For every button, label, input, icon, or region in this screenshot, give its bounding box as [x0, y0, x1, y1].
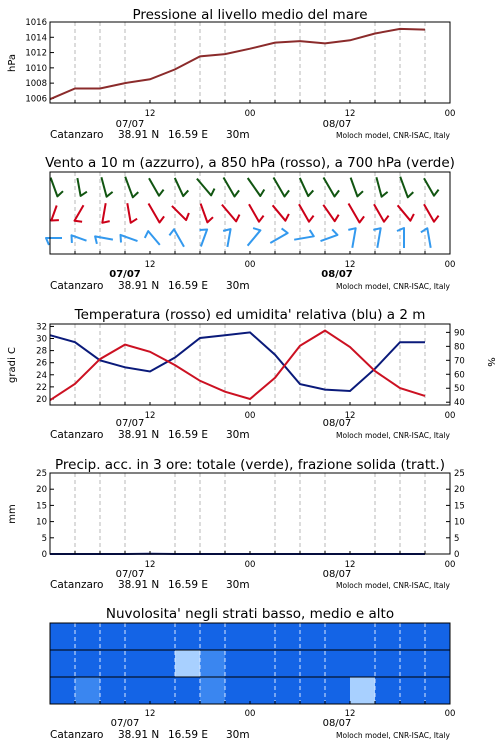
location-alt: 30m	[226, 729, 250, 741]
temperature-ytick-label: 32	[36, 322, 47, 333]
precipitation-ytick-label: 0	[41, 550, 47, 560]
wind-date-2: 08/07	[321, 269, 353, 280]
cloud-cell	[100, 650, 126, 677]
wind-barb	[349, 204, 365, 223]
cloud-cell	[400, 650, 426, 677]
wind-barbs	[46, 177, 439, 248]
location-lon: 16.59 E	[168, 280, 209, 292]
temperature-xtick-label: 12	[144, 411, 156, 421]
precipitation-grid	[75, 473, 425, 554]
temperature-xtick-label: 00	[444, 411, 456, 421]
cloud-cell	[200, 623, 226, 650]
humidity-ytick-label: 70	[454, 356, 465, 367]
cloud-cell	[275, 677, 301, 704]
pressure-ytick-label: 1006	[25, 94, 47, 105]
precipitation-date-1: 07/07	[115, 569, 145, 580]
wind-barb	[249, 204, 264, 221]
wind-barb	[374, 204, 389, 221]
pressure-xtick-label: 00	[444, 109, 456, 119]
temperature-ytick-label: 20	[36, 394, 47, 405]
temperature-footer	[50, 429, 451, 441]
cloud-xtick-label: 00	[244, 709, 256, 719]
location-name: Catanzaro	[50, 429, 104, 441]
cloud-cell	[50, 650, 76, 677]
cloud-cell	[400, 677, 426, 704]
cloud-xtick-label: 12	[144, 709, 156, 719]
location-lon: 16.59 E	[168, 129, 209, 141]
precipitation-xtick-label: 12	[144, 560, 156, 570]
wind-barb	[294, 230, 314, 240]
location-name: Catanzaro	[50, 579, 104, 591]
location-lat: 38.91 N	[118, 729, 160, 741]
precipitation-yticks	[36, 469, 54, 560]
model-credit: Moloch model, CNR-ISAC, Italy	[336, 431, 450, 440]
pressure-title: Pressione al livello medio del mare	[132, 7, 368, 23]
cloud-cell	[225, 650, 251, 677]
wind-barb	[223, 229, 231, 247]
location-name: Catanzaro	[50, 129, 104, 141]
wind-barb	[274, 178, 290, 197]
cloud-cell	[300, 650, 326, 677]
cloud-cell	[350, 650, 376, 677]
precipitation-ytick-right-label: 0	[454, 550, 460, 560]
cloud-panel	[50, 606, 455, 741]
wind-barb	[323, 205, 338, 221]
pressure-xtick-label: 00	[244, 109, 256, 119]
location-name: Catanzaro	[50, 729, 104, 741]
wind-barb	[121, 235, 138, 243]
wind-barb	[127, 203, 137, 223]
cloud-xtick-label: 00	[444, 709, 456, 719]
temperature-ylabel: gradi C	[7, 347, 18, 383]
humidity-ytick-label: 50	[454, 384, 465, 395]
wind-barb	[400, 177, 413, 198]
temperature-line	[50, 331, 425, 401]
wind-barb	[201, 204, 213, 223]
location-alt: 30m	[226, 429, 250, 441]
temperature-ytick-label: 26	[36, 358, 47, 369]
temperature-grid	[75, 324, 425, 405]
precipitation-ytick-label: 20	[36, 485, 47, 496]
pressure-frame	[50, 22, 450, 103]
cloud-cell	[225, 677, 251, 704]
precipitation-ytick-right-label: 20	[454, 485, 465, 496]
precipitation-ylabel: mm	[7, 504, 18, 524]
humidity-ytick-label: 40	[454, 398, 465, 409]
wind-barb	[51, 178, 63, 197]
wind-xtick-label: 00	[444, 260, 456, 270]
temperature-ytick-label: 28	[36, 346, 47, 357]
humidity-ytick-label: 60	[454, 370, 465, 381]
wind-barb	[398, 205, 414, 220]
cloud-cell	[275, 650, 301, 677]
humidity-ytick-label: 80	[454, 342, 465, 353]
wind-barb	[351, 178, 363, 197]
cloud-cell	[150, 677, 176, 704]
wind-barb	[424, 178, 439, 195]
precipitation-title: Precip. acc. in 3 ore: totale (verde), frazione solida (tratt.)	[55, 457, 445, 473]
wind-barb	[348, 228, 355, 248]
cloud-cell	[50, 677, 76, 704]
wind-barb	[149, 204, 165, 223]
wind-title: Vento a 10 m (azzurro), a 850 hPa (rosso), a 700 hPa (verde)	[45, 155, 455, 171]
pressure-ytick-label: 1014	[25, 33, 47, 44]
pressure-footer	[50, 129, 451, 141]
humidity-yticks	[446, 328, 465, 408]
wind-barb	[102, 203, 109, 223]
temperature-xtick-label: 12	[344, 411, 356, 421]
location-lat: 38.91 N	[118, 579, 160, 591]
wind-barb	[324, 178, 340, 197]
location-alt: 30m	[226, 280, 250, 292]
location-lat: 38.91 N	[118, 280, 160, 292]
pressure-ytick-label: 1008	[25, 79, 47, 90]
wind-barb	[424, 204, 439, 221]
model-credit: Moloch model, CNR-ISAC, Italy	[336, 131, 450, 140]
precipitation-ytick-right-label: 25	[454, 469, 465, 479]
location-lon: 16.59 E	[168, 429, 209, 441]
wind-barb	[149, 178, 164, 195]
temperature-frame	[50, 324, 450, 405]
cloud-cell	[125, 623, 151, 650]
pressure-date-2: 08/07	[322, 119, 352, 130]
cloud-cell	[300, 623, 326, 650]
wind-barb	[75, 205, 84, 222]
cloud-cell	[175, 623, 201, 650]
location-lat: 38.91 N	[118, 429, 160, 441]
cloud-cell	[200, 650, 226, 677]
humidity-ylabel: %	[485, 357, 496, 367]
cloud-cell	[425, 677, 451, 704]
precipitation-ytick-label: 5	[41, 533, 47, 544]
wind-date-1: 07/07	[109, 269, 141, 280]
cloud-cell	[300, 677, 326, 704]
cloud-cells	[50, 623, 451, 704]
precipitation-panel	[7, 457, 465, 591]
pressure-xtick-label: 12	[344, 109, 356, 119]
temperature-date-1: 07/07	[115, 418, 145, 429]
model-credit: Moloch model, CNR-ISAC, Italy	[336, 581, 450, 590]
cloud-cell	[375, 677, 401, 704]
wind-barb	[321, 229, 338, 241]
wind-barb	[299, 204, 314, 221]
precipitation-ytick-right-label: 5	[454, 533, 460, 544]
wind-barb	[373, 228, 380, 248]
model-credit: Moloch model, CNR-ISAC, Italy	[336, 731, 450, 740]
cloud-cell	[100, 623, 126, 650]
cloud-cell	[350, 677, 376, 704]
pressure-ytick-label: 1012	[25, 48, 47, 59]
pressure-xtick-label: 12	[144, 109, 156, 119]
pressure-ylabel: hPa	[7, 53, 18, 73]
wind-barb	[175, 178, 189, 196]
cloud-cell	[175, 677, 201, 704]
location-lon: 16.59 E	[168, 579, 209, 591]
cloud-cell	[175, 650, 201, 677]
temperature-ytick-label: 24	[36, 370, 47, 381]
pressure-date-1: 07/07	[115, 119, 145, 130]
cloud-cell	[425, 650, 451, 677]
wind-barb	[222, 205, 240, 222]
cloud-cell	[375, 650, 401, 677]
temperature-title: Temperatura (rosso) ed umidita' relativa (blu) a 2 m	[74, 307, 426, 323]
humidity-ytick-label: 90	[454, 328, 465, 339]
wind-xtick-label: 12	[144, 260, 156, 270]
precipitation-frame	[50, 473, 450, 554]
wind-barb	[200, 230, 208, 247]
cloud-cell	[325, 677, 351, 704]
location-name: Catanzaro	[50, 280, 104, 292]
precipitation-ytick-right-label: 10	[454, 517, 465, 528]
cloud-cell	[100, 677, 126, 704]
wind-barb	[300, 178, 314, 196]
pressure-line	[50, 29, 425, 99]
precipitation-date-2: 08/07	[322, 569, 352, 580]
location-alt: 30m	[226, 129, 250, 141]
cloud-cell	[400, 623, 426, 650]
cloud-cell	[325, 650, 351, 677]
location-alt: 30m	[226, 579, 250, 591]
wind-barb	[172, 206, 189, 220]
model-credit: Moloch model, CNR-ISAC, Italy	[336, 282, 450, 291]
wind-barb	[125, 177, 138, 198]
wind-barb	[376, 177, 387, 196]
temperature-date-2: 08/07	[322, 418, 352, 429]
cloud-cell	[250, 650, 276, 677]
precipitation-yticks-right	[446, 469, 465, 560]
wind-barb	[101, 177, 112, 196]
wind-xtick-label: 12	[344, 260, 356, 270]
cloud-cell	[250, 677, 276, 704]
wind-barb	[51, 206, 59, 221]
cloud-cell	[150, 650, 176, 677]
precipitation-xtick-label: 00	[244, 560, 256, 570]
cloud-title: Nuvolosita' negli strati basso, medio e alto	[105, 606, 395, 622]
cloud-cell	[125, 650, 151, 677]
cloud-cell	[125, 677, 151, 704]
location-lon: 16.59 E	[168, 729, 209, 741]
pressure-ytick-label: 1016	[25, 18, 47, 28]
wind-barb	[273, 205, 289, 220]
cloud-cell	[325, 623, 351, 650]
temperature-xtick-label: 00	[244, 411, 256, 421]
precipitation-ytick-label: 25	[36, 469, 47, 479]
wind-barb	[169, 229, 184, 246]
wind-barb	[46, 238, 62, 245]
precipitation-xtick-label: 12	[344, 560, 356, 570]
wind-barb	[95, 236, 113, 244]
cloud-cell	[375, 623, 401, 650]
precipitation-ytick-label: 15	[36, 501, 47, 512]
cloud-xtick-label: 12	[344, 709, 356, 719]
precipitation-ytick-label: 10	[36, 517, 47, 528]
cloud-cell	[75, 650, 101, 677]
wind-barb	[72, 235, 87, 243]
humidity-line	[50, 332, 425, 391]
cloud-cell	[225, 623, 251, 650]
temperature-panel	[7, 307, 496, 441]
cloud-cell	[150, 623, 176, 650]
cloud-cell	[425, 623, 451, 650]
precipitation-xtick-label: 00	[444, 560, 456, 570]
wind-barb	[145, 231, 160, 245]
location-lat: 38.91 N	[118, 129, 160, 141]
wind-barb	[77, 178, 87, 196]
wind-barb	[248, 228, 261, 246]
temperature-ytick-label: 30	[36, 334, 47, 345]
cloud-cell	[50, 623, 76, 650]
cloud-cell	[75, 677, 101, 704]
cloud-cell	[200, 677, 226, 704]
wind-footer	[50, 280, 451, 292]
cloud-date-1: 07/07	[110, 718, 140, 729]
precipitation-ytick-right-label: 15	[454, 501, 465, 512]
wind-barb	[270, 228, 287, 243]
cloud-cell	[350, 623, 376, 650]
wind-barb	[248, 178, 265, 196]
wind-xtick-label: 00	[244, 260, 256, 270]
pressure-ytick-label: 1010	[25, 63, 47, 74]
cloud-cell	[75, 623, 101, 650]
cloud-cell	[275, 623, 301, 650]
wind-panel	[45, 155, 455, 292]
cloud-cell	[250, 623, 276, 650]
temperature-ytick-label: 22	[36, 382, 47, 393]
wind-barb	[224, 178, 240, 197]
cloud-footer	[50, 729, 451, 741]
precipitation-footer	[50, 579, 451, 591]
pressure-panel	[7, 7, 455, 141]
wind-barb	[421, 228, 431, 248]
cloud-date-2: 08/07	[322, 718, 352, 729]
